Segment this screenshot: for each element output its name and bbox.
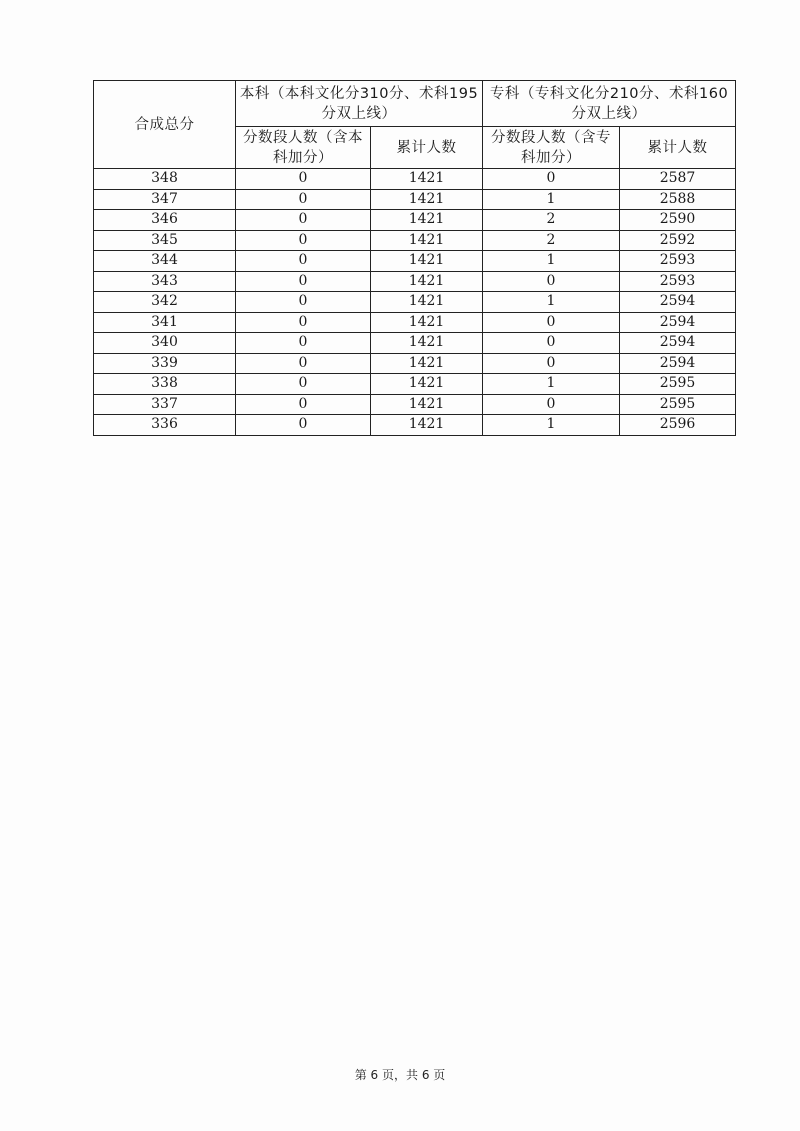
score-cell: 337 [94,394,236,415]
undergrad-group-label: 本科（本科文化分310分、术科195分双上线） [239,85,479,122]
undergrad-cumulative-cell: 1421 [371,271,483,292]
score-cell: 339 [94,353,236,374]
undergrad-segment-header: 分数段人数（含本科加分） [236,127,371,169]
undergrad-cumulative-header: 累计人数 [371,127,483,169]
score-cell: 341 [94,312,236,333]
score-cell: 343 [94,271,236,292]
undergrad-segment-cell: 0 [236,271,371,292]
undergrad-cumulative-cell: 1421 [371,189,483,210]
undergrad-cumulative-cell: 1421 [371,251,483,272]
undergrad-cumulative-cell: 1421 [371,169,483,190]
undergrad-segment-cell: 0 [236,230,371,251]
junior-cumulative-cell: 2596 [620,415,736,436]
junior-segment-cell: 1 [483,292,620,313]
undergrad-cumulative-cell: 1421 [371,292,483,313]
undergrad-segment-cell: 0 [236,189,371,210]
junior-segment-cell: 0 [483,394,620,415]
table-row [94,271,736,292]
score-cell: 338 [94,374,236,395]
score-cell: 344 [94,251,236,272]
junior-cumulative-cell: 2593 [620,251,736,272]
undergrad-cumulative-cell: 1421 [371,230,483,251]
undergrad-cumulative-cell: 1421 [371,312,483,333]
score-cell: 336 [94,415,236,436]
junior-cumulative-header: 累计人数 [620,127,736,169]
undergrad-group-header [236,81,483,127]
junior-segment-cell: 0 [483,353,620,374]
undergrad-cumulative-cell: 1421 [371,415,483,436]
junior-cumulative-cell: 2593 [620,271,736,292]
undergrad-segment-cell: 0 [236,210,371,231]
score-distribution-table [93,80,736,436]
junior-cumulative-cell: 2590 [620,210,736,231]
table-row [94,292,736,313]
junior-segment-cell: 1 [483,251,620,272]
score-cell: 347 [94,189,236,210]
score-cell: 342 [94,292,236,313]
score-cell: 346 [94,210,236,231]
junior-segment-header: 分数段人数（含专科加分） [483,127,620,169]
junior-segment-cell: 0 [483,169,620,190]
table-header-row [94,81,736,127]
junior-segment-cell: 1 [483,189,620,210]
score-cell: 340 [94,333,236,354]
undergrad-segment-cell: 0 [236,333,371,354]
junior-segment-cell: 0 [483,333,620,354]
table-row [94,230,736,251]
table-row [94,394,736,415]
junior-group-header [483,81,736,127]
undergrad-segment-cell: 0 [236,374,371,395]
table-row [94,333,736,354]
junior-cumulative-cell: 2587 [620,169,736,190]
page-footer: 第 6 页，共 6 页 [354,1068,446,1082]
table-row [94,189,736,210]
undergrad-cumulative-cell: 1421 [371,333,483,354]
junior-cumulative-cell: 2594 [620,333,736,354]
undergrad-segment-cell: 0 [236,415,371,436]
junior-segment-cell: 2 [483,230,620,251]
junior-segment-cell: 1 [483,374,620,395]
undergrad-cumulative-cell: 1421 [371,394,483,415]
table-row [94,374,736,395]
score-column-header: 合成总分 [94,81,236,169]
junior-segment-cell: 1 [483,415,620,436]
undergrad-segment-cell: 0 [236,312,371,333]
table-row [94,251,736,272]
undergrad-cumulative-cell: 1421 [371,353,483,374]
junior-cumulative-cell: 2594 [620,292,736,313]
undergrad-segment-cell: 0 [236,353,371,374]
undergrad-cumulative-cell: 1421 [371,374,483,395]
undergrad-cumulative-cell: 1421 [371,210,483,231]
junior-segment-cell: 0 [483,271,620,292]
undergrad-segment-cell: 0 [236,394,371,415]
junior-cumulative-cell: 2595 [620,374,736,395]
junior-segment-cell: 0 [483,312,620,333]
junior-cumulative-cell: 2588 [620,189,736,210]
table-body [94,169,736,436]
table-row [94,169,736,190]
junior-cumulative-cell: 2595 [620,394,736,415]
score-cell: 348 [94,169,236,190]
table-row [94,353,736,374]
junior-group-label: 专科（专科文化分210分、术科160分双上线） [489,85,729,122]
table-row [94,210,736,231]
table-row [94,415,736,436]
junior-segment-cell: 2 [483,210,620,231]
undergrad-segment-cell: 0 [236,251,371,272]
table-row [94,312,736,333]
undergrad-segment-cell: 0 [236,292,371,313]
undergrad-segment-cell: 0 [236,169,371,190]
junior-cumulative-cell: 2594 [620,353,736,374]
score-cell: 345 [94,230,236,251]
junior-cumulative-cell: 2594 [620,312,736,333]
junior-cumulative-cell: 2592 [620,230,736,251]
